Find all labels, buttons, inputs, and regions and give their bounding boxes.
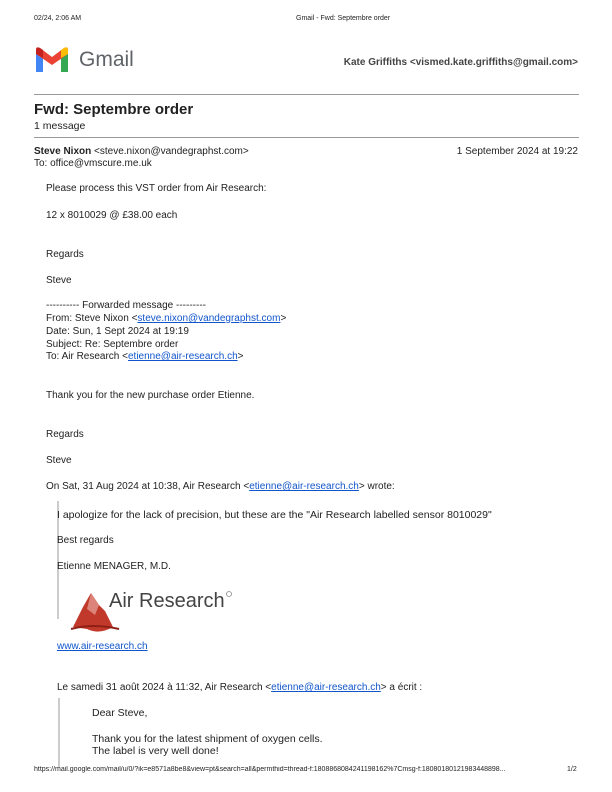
forward-from-end: >	[280, 313, 287, 324]
divider	[34, 137, 579, 138]
forward-regards: Regards	[46, 429, 84, 440]
quote-line: I apologize for the lack of precision, but these are the "Air Research labelled sensor 8010029"	[57, 509, 492, 521]
message-date: 1 September 2024 at 19:22	[456, 146, 578, 157]
gmail-wordmark: Gmail	[79, 48, 134, 71]
forward-subject: Subject: Re: Septembre order	[46, 339, 179, 350]
account-label: Kate Griffiths <vismed.kate.griffiths@gmail.com>	[343, 57, 578, 68]
print-title: Gmail - Fwd: Septembre order	[296, 15, 391, 22]
forward-thanks: Thank you for the new purchase order Etienne.	[46, 390, 255, 401]
quote-attribution	[46, 481, 395, 492]
forward-to	[46, 351, 243, 362]
thread-subject: Fwd: Septembre order	[34, 101, 194, 118]
forward-date: Date: Sun, 1 Sept 2024 at 19:19	[46, 326, 189, 337]
signature: Steve	[46, 275, 72, 286]
inner-attribution-prefix: Le samedi 31 août 2024 à 11:32, Air Research <	[57, 682, 272, 693]
inner-line: The label is very well done!	[92, 745, 219, 757]
inner-attribution-link[interactable]: etienne@air-research.ch	[271, 682, 381, 693]
gmail-logo-icon	[34, 46, 70, 79]
attribution-prefix: On Sat, 31 Aug 2024 at 10:38, Air Research <	[46, 481, 250, 492]
message-from	[34, 146, 249, 157]
website-link[interactable]: www.air-research.ch	[57, 641, 148, 652]
forward-to-label: To: Air Research <	[46, 351, 128, 362]
divider	[34, 94, 579, 95]
quote-name: Etienne MENAGER, M.D.	[57, 561, 171, 572]
print-url: https://mail.google.com/mail/u/0/?ik=e8571a8be8&view=pt&search=all&permthid=thread-f:1808868084241198162%7Cmsg-f:18080180121983448898...	[34, 766, 506, 773]
forward-divider: ---------- Forwarded message ---------	[46, 300, 206, 311]
message-to: To: office@vmscure.me.uk	[34, 158, 152, 169]
forward-from-label: From: Steve Nixon <	[46, 313, 138, 324]
attribution-suffix: > wrote:	[358, 481, 395, 492]
attribution-link[interactable]: etienne@air-research.ch	[249, 481, 359, 492]
inner-greeting: Dear Steve,	[92, 707, 148, 719]
forward-from-link[interactable]: steve.nixon@vandegraphst.com	[137, 313, 281, 324]
regards: Regards	[46, 249, 84, 260]
air-research-wordmark: Air Research	[109, 590, 225, 612]
print-page: 1/2	[567, 766, 577, 773]
inner-quote-bar	[58, 698, 60, 768]
inner-attribution	[57, 682, 422, 693]
forward-from	[46, 313, 286, 324]
message-count: 1 message	[34, 120, 86, 132]
forward-to-link[interactable]: etienne@air-research.ch	[127, 351, 238, 362]
print-datetime: 02/24, 2:06 AM	[34, 15, 82, 22]
air-research-logo	[69, 585, 234, 642]
inner-line: Thank you for the latest shipment of oxygen cells.	[92, 733, 323, 745]
forward-to-end: >	[237, 351, 244, 362]
sender-name: Steve Nixon	[34, 146, 92, 157]
inner-attribution-suffix: > a écrit :	[380, 682, 423, 693]
body-line: Please process this VST order from Air Research:	[46, 183, 267, 194]
forward-signature: Steve	[46, 455, 72, 466]
quote-best-regards: Best regards	[57, 535, 114, 546]
sender-email: <steve.nixon@vandegraphst.com>	[94, 146, 249, 157]
body-line: 12 x 8010029 @ £38.00 each	[46, 210, 178, 221]
